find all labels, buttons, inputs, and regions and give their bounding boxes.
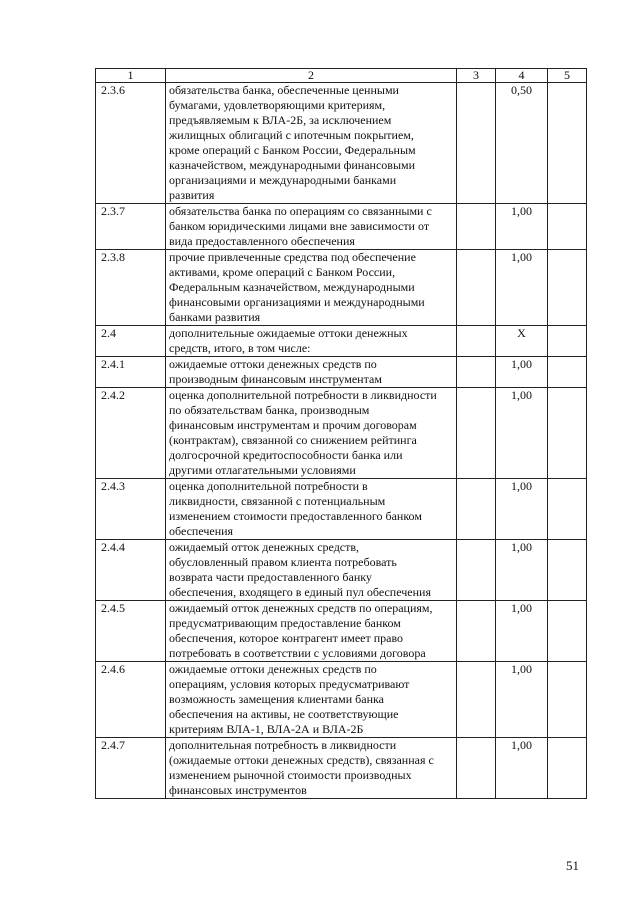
table-row <box>96 388 587 479</box>
description-line: банком юридическими лицами вне зависимости от <box>169 219 430 233</box>
description-line: потребовать в соответствии с условиями договора <box>169 646 426 660</box>
row-code: 2.4.3 <box>96 479 166 540</box>
row-col3 <box>457 601 496 662</box>
row-coefficient: 1,00 <box>496 357 548 388</box>
description-line: долгосрочной кредитоспособности банка или <box>169 448 403 462</box>
column-header: 4 <box>496 69 548 83</box>
table-row <box>96 357 587 388</box>
row-code: 2.3.8 <box>96 250 166 326</box>
description-line: возможность замещения клиентами банка <box>169 692 384 706</box>
description-line: Федеральным казначейством, международными <box>169 280 415 294</box>
description-line: изменением рыночной стоимости производных <box>169 768 412 782</box>
row-coefficient: 1,00 <box>496 738 548 799</box>
description-line: обязательства банка по операциям со связанными с <box>169 204 432 218</box>
row-coefficient: 0,50 <box>496 83 548 204</box>
description-line: средств, итого, в том числе: <box>169 341 311 355</box>
description-line: жилищных облигаций с ипотечным покрытием, <box>169 128 414 142</box>
row-description <box>166 388 457 479</box>
description-line: активами, кроме операций с Банком России, <box>169 265 396 279</box>
description-line: ожидаемый отток денежных средств, <box>169 540 360 554</box>
row-description <box>166 601 457 662</box>
description-line: обеспечения <box>169 524 234 538</box>
description-line: обеспечения на активы, не соответствующие <box>169 707 399 721</box>
column-header: 5 <box>548 69 587 83</box>
row-col5 <box>548 479 587 540</box>
row-code: 2.3.7 <box>96 204 166 250</box>
row-code: 2.4.2 <box>96 388 166 479</box>
row-col5 <box>548 601 587 662</box>
row-col5 <box>548 662 587 738</box>
table-row <box>96 540 587 601</box>
description-line: по обязательствам банка, производным <box>169 403 370 417</box>
row-col5 <box>548 250 587 326</box>
description-line: вида предоставленного обеспечения <box>169 234 355 248</box>
row-code: 2.3.6 <box>96 83 166 204</box>
row-coefficient: 1,00 <box>496 250 548 326</box>
description-line: развития <box>169 188 215 202</box>
column-header: 1 <box>96 69 166 83</box>
row-col5 <box>548 83 587 204</box>
description-line: дополнительная потребность в ликвидности <box>169 738 397 752</box>
row-description <box>166 204 457 250</box>
row-col3 <box>457 662 496 738</box>
description-line: ожидаемые оттоки денежных средств по <box>169 662 377 676</box>
description-line: ликвидности, связанной с потенциальным <box>169 494 386 508</box>
description-line: обеспечения, входящего в единый пул обеспечения <box>169 585 431 599</box>
row-coefficient: 1,00 <box>496 601 548 662</box>
liquidity-table <box>95 68 587 799</box>
row-col3 <box>457 738 496 799</box>
description-line: изменением стоимости предоставленного банком <box>169 509 422 523</box>
row-coefficient: 1,00 <box>496 479 548 540</box>
row-coefficient: 1,00 <box>496 204 548 250</box>
description-line: производным финансовым инструментам <box>169 372 382 386</box>
row-col3 <box>457 388 496 479</box>
row-description <box>166 83 457 204</box>
row-col5 <box>548 326 587 357</box>
row-col3 <box>457 204 496 250</box>
column-header: 2 <box>166 69 457 83</box>
page-number: 51 <box>566 858 579 873</box>
row-coefficient: 1,00 <box>496 388 548 479</box>
description-line: предъявляемым к ВЛА-2Б, за исключением <box>169 113 392 127</box>
row-description <box>166 540 457 601</box>
row-code: 2.4.7 <box>96 738 166 799</box>
row-col3 <box>457 250 496 326</box>
description-line: операциям, условия которых предусматривают <box>169 677 410 691</box>
row-col5 <box>548 357 587 388</box>
description-line: предусматривающим предоставление банком <box>169 616 401 630</box>
row-col3 <box>457 357 496 388</box>
description-line: другими отлагательными условиями <box>169 463 356 477</box>
row-code: 2.4.1 <box>96 357 166 388</box>
description-line: банками развития <box>169 310 261 324</box>
table-row <box>96 326 587 357</box>
row-description <box>166 357 457 388</box>
row-col5 <box>548 204 587 250</box>
row-col3 <box>457 326 496 357</box>
row-col3 <box>457 540 496 601</box>
table-row <box>96 204 587 250</box>
description-line: финансовых инструментов <box>169 783 307 797</box>
table-row <box>96 601 587 662</box>
description-line: (ожидаемые оттоки денежных средств), связанная с <box>169 753 434 767</box>
row-description <box>166 738 457 799</box>
description-line: обеспечения, которое контрагент имеет право <box>169 631 404 645</box>
description-line: ожидаемые оттоки денежных средств по <box>169 357 377 371</box>
row-coefficient: 1,00 <box>496 540 548 601</box>
row-code: 2.4.5 <box>96 601 166 662</box>
row-col3 <box>457 83 496 204</box>
description-line: ожидаемый отток денежных средств по операциям, <box>169 601 433 615</box>
description-line: казначейством, международными финансовыми <box>169 158 416 172</box>
table-row <box>96 83 587 204</box>
row-description <box>166 662 457 738</box>
table-row <box>96 479 587 540</box>
row-col5 <box>548 540 587 601</box>
row-code: 2.4.6 <box>96 662 166 738</box>
row-coefficient: X <box>496 326 548 357</box>
description-line: организациями и международными банками <box>169 173 397 187</box>
row-code: 2.4.4 <box>96 540 166 601</box>
row-description <box>166 250 457 326</box>
row-description <box>166 326 457 357</box>
description-line: дополнительные ожидаемые оттоки денежных <box>169 326 408 340</box>
row-col5 <box>548 738 587 799</box>
row-description <box>166 479 457 540</box>
description-line: бумагами, удовлетворяющими критериям, <box>169 98 386 112</box>
description-line: критериям ВЛА-1, ВЛА-2А и ВЛА-2Б <box>169 722 364 736</box>
row-col5 <box>548 388 587 479</box>
table-header-row <box>96 69 587 83</box>
description-line: финансовыми организациями и международными <box>169 295 425 309</box>
table-row <box>96 662 587 738</box>
row-col3 <box>457 479 496 540</box>
table-row <box>96 738 587 799</box>
description-line: возврата части предоставленного банку <box>169 570 372 584</box>
description-line: (контрактам), связанной со снижением рейтинга <box>169 433 417 447</box>
description-line: обусловленный правом клиента потребовать <box>169 555 397 569</box>
column-header: 3 <box>457 69 496 83</box>
description-line: кроме операций с Банком России, Федеральным <box>169 143 416 157</box>
table-row <box>96 250 587 326</box>
description-line: оценка дополнительной потребности в ликвидности <box>169 388 437 402</box>
description-line: финансовым инструментам и прочим договорам <box>169 418 417 432</box>
description-line: оценка дополнительной потребности в <box>169 479 368 493</box>
row-code: 2.4 <box>96 326 166 357</box>
description-line: обязательства банка, обеспеченные ценными <box>169 83 399 97</box>
row-coefficient: 1,00 <box>496 662 548 738</box>
description-line: прочие привлеченные средства под обеспечение <box>169 250 416 264</box>
